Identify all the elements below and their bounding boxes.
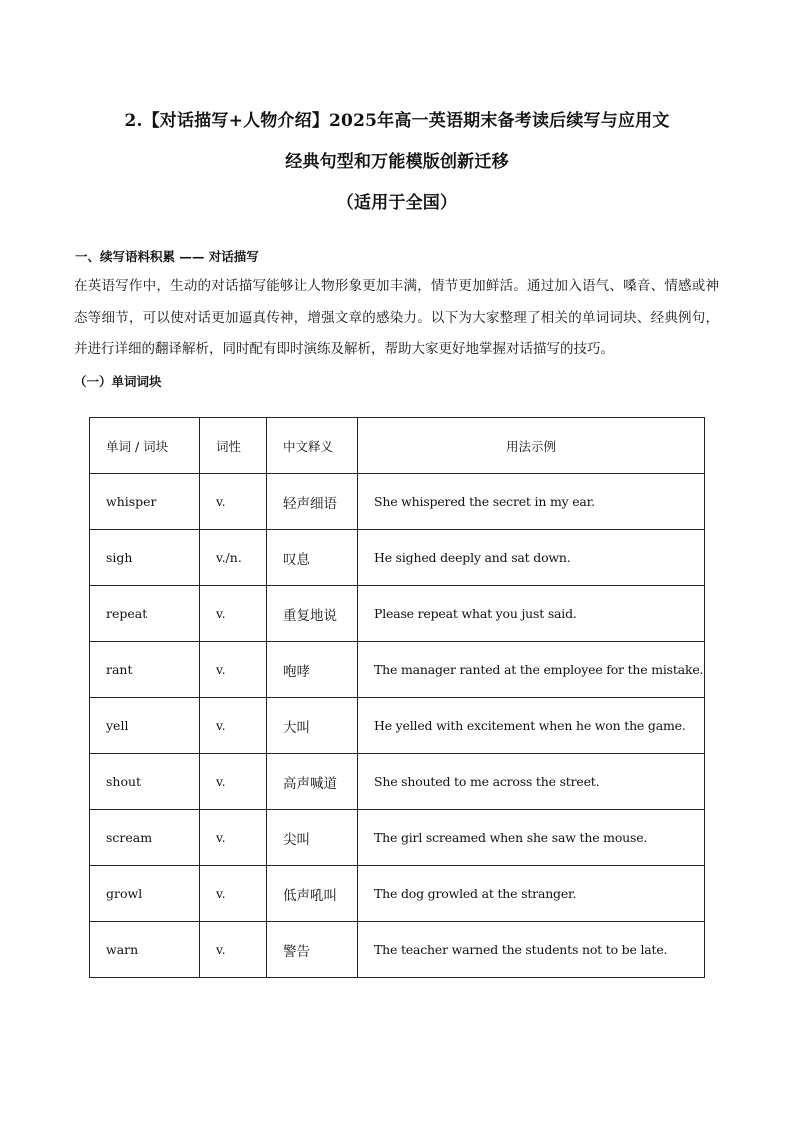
- cell-word: repeat: [90, 586, 200, 642]
- cell-chinese-meaning: 高声喊道: [267, 754, 358, 810]
- cell-word: yell: [90, 698, 200, 754]
- table-row: [90, 866, 705, 922]
- table-row: [90, 530, 705, 586]
- header-word: 单词 / 词块: [90, 418, 200, 474]
- table-header-row: [90, 418, 705, 474]
- cell-part-of-speech: v.: [200, 642, 267, 698]
- header-usage-example: 用法示例: [358, 418, 705, 474]
- cell-usage-example: He yelled with excitement when he won the game.: [358, 698, 705, 754]
- cell-usage-example: He sighed deeply and sat down.: [358, 530, 705, 586]
- cell-usage-example: She whispered the secret in my ear.: [358, 474, 705, 530]
- cell-chinese-meaning: 警告: [267, 922, 358, 978]
- table-row: [90, 754, 705, 810]
- cell-chinese-meaning: 尖叫: [267, 810, 358, 866]
- cell-word: scream: [90, 810, 200, 866]
- cell-word: warn: [90, 922, 200, 978]
- header-part-of-speech: 词性: [200, 418, 267, 474]
- document-title-line-2: 经典句型和万能模版创新迁移: [285, 152, 509, 172]
- document-title-line-1: 2.【对话描写+人物介绍】2025年高一英语期末备考读后续写与应用文: [124, 111, 670, 131]
- cell-chinese-meaning: 叹息: [267, 530, 358, 586]
- vocabulary-table: [89, 417, 705, 978]
- cell-usage-example: The dog growled at the stranger.: [358, 866, 705, 922]
- cell-part-of-speech: v.: [200, 810, 267, 866]
- cell-word: rant: [90, 642, 200, 698]
- cell-part-of-speech: v.: [200, 586, 267, 642]
- cell-word: sigh: [90, 530, 200, 586]
- cell-part-of-speech: v.: [200, 474, 267, 530]
- cell-word: shout: [90, 754, 200, 810]
- table-row: [90, 810, 705, 866]
- table-row: [90, 922, 705, 978]
- cell-chinese-meaning: 重复地说: [267, 586, 358, 642]
- cell-usage-example: Please repeat what you just said.: [358, 586, 705, 642]
- cell-part-of-speech: v.: [200, 754, 267, 810]
- table-row: [90, 586, 705, 642]
- table-row: [90, 474, 705, 530]
- cell-usage-example: She shouted to me across the street.: [358, 754, 705, 810]
- cell-word: whisper: [90, 474, 200, 530]
- header-chinese-meaning: 中文释义: [267, 418, 358, 474]
- cell-part-of-speech: v.: [200, 866, 267, 922]
- cell-chinese-meaning: 低声吼叫: [267, 866, 358, 922]
- cell-part-of-speech: v.: [200, 698, 267, 754]
- table-row: [90, 698, 705, 754]
- cell-usage-example: The teacher warned the students not to be late.: [358, 922, 705, 978]
- intro-paragraph: 在英语写作中，生动的对话描写能够让人物形象更加丰满，情节更加鲜活。通过加入语气、嗓音、情感或神态等细节，可以使对话更加逼真传神，增强文章的感染力。以下为大家整理了相关的单词词块、经典例句，并进行详细的翻译解析，同时配有即时演练及解析，帮助大家更好地掌握对话描写的技巧。: [74, 278, 719, 357]
- cell-chinese-meaning: 咆哮: [267, 642, 358, 698]
- cell-part-of-speech: v./n.: [200, 530, 267, 586]
- table-row: [90, 642, 705, 698]
- cell-usage-example: The girl screamed when she saw the mouse.: [358, 810, 705, 866]
- cell-chinese-meaning: 轻声细语: [267, 474, 358, 530]
- document-title-line-3: （适用于全国）: [336, 193, 458, 213]
- section-heading: 一、续写语料积累 —— 对话描写: [75, 249, 259, 264]
- cell-chinese-meaning: 大叫: [267, 698, 358, 754]
- cell-usage-example: The manager ranted at the employee for the mistake.: [358, 642, 705, 698]
- cell-part-of-speech: v.: [200, 922, 267, 978]
- subsection-heading: （一）单词词块: [74, 374, 162, 389]
- cell-word: growl: [90, 866, 200, 922]
